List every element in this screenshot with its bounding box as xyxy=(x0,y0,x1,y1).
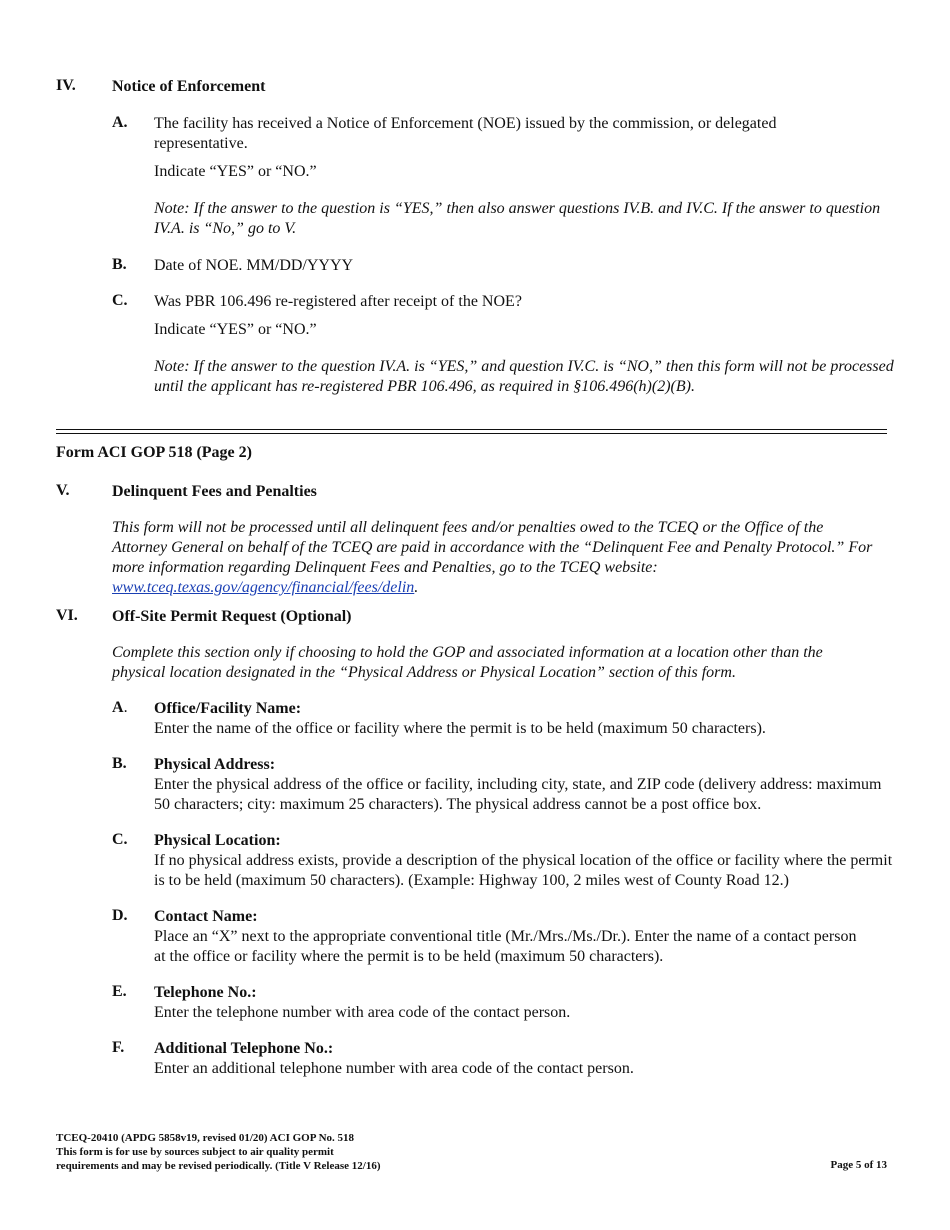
item-title: Office/Facility Name: xyxy=(154,700,302,717)
item-letter-dot: . xyxy=(123,699,128,716)
item-title: Physical Address: xyxy=(154,756,276,773)
section-title: Delinquent Fees and Penalties xyxy=(112,483,317,500)
item-letter: C. xyxy=(112,292,128,309)
item-letter: B. xyxy=(112,755,127,772)
item-text: Enter the telephone number with area code of the contact person. xyxy=(154,1004,571,1021)
item-note: Note: If the answer to the question is “YES,” then also answer questions IV.B. and IV.C. If the answer to question IV.A. is “No,” go to V. xyxy=(154,200,881,237)
item-letter: E. xyxy=(112,983,127,1000)
divider-rule xyxy=(56,433,887,434)
form-page-title: Form ACI GOP 518 (Page 2) xyxy=(56,444,252,461)
item-indicate: Indicate “YES” or “NO.” xyxy=(154,321,317,338)
footer-note-line2: requirements and may be revised periodically. (Title V Release 12/16) xyxy=(56,1160,381,1172)
item-letter: C. xyxy=(112,831,128,848)
item-note: Note: If the answer to the question IV.A. is “YES,” and question IV.C. is “NO,” then this form will not be processed until the applicant has re-registered PBR 106.496, as required in §106.496(h)(2)(B). xyxy=(154,358,894,395)
item-text: Was PBR 106.496 re-registered after receipt of the NOE? xyxy=(154,293,522,310)
item-letter xyxy=(112,699,128,717)
section-number: V. xyxy=(56,482,70,499)
footer-form-id: TCEQ-20410 (APDG 5858v19, revised 01/20) ACI GOP No. 518 xyxy=(56,1132,355,1144)
item-text: Enter the physical address of the office or facility, including city, state, and ZIP code (delivery address: maximum 50 characters; city: maximum 25 characters). The physical address cannot be a post office box. xyxy=(154,776,882,813)
footer-note-line1: This form is for use by sources subject to air quality permit xyxy=(56,1146,334,1158)
item-text: If no physical address exists, provide a description of the physical location of the office or facility where the permit is to be held (maximum 50 characters). (Example: Highway 100, 2 miles west of County Road 12.) xyxy=(154,852,893,889)
item-letter: B. xyxy=(112,256,127,273)
section-text xyxy=(112,518,877,598)
item-title: Physical Location: xyxy=(154,832,281,849)
item-text: The facility has received a Notice of Enforcement (NOE) issued by the commission, or delegated representative. xyxy=(154,115,777,152)
item-title: Additional Telephone No.: xyxy=(154,1040,334,1057)
link-suffix: . xyxy=(414,579,419,596)
item-letter: F. xyxy=(112,1039,125,1056)
section-title: Off-Site Permit Request (Optional) xyxy=(112,608,352,625)
item-letter-char: A xyxy=(112,699,124,716)
item-text: Enter an additional telephone number with area code of the contact person. xyxy=(154,1060,634,1077)
section-intro: Complete this section only if choosing to hold the GOP and associated information at a location other than the physical location designated in the “Physical Address or Physical Location” section of this form. xyxy=(112,644,823,681)
item-letter: D. xyxy=(112,907,128,924)
section-number: VI. xyxy=(56,607,78,624)
section-title: Notice of Enforcement xyxy=(112,78,266,95)
item-indicate: Indicate “YES” or “NO.” xyxy=(154,163,317,180)
divider-rule xyxy=(56,429,887,430)
item-title: Contact Name: xyxy=(154,908,258,925)
item-text: Place an “X” next to the appropriate conventional title (Mr./Mrs./Ms./Dr.). Enter the name of a contact person at the office or facility where the permit is to be held (maximum 50 characters). xyxy=(154,928,857,965)
item-text: Enter the name of the office or facility where the permit is to be held (maximum 50 characters). xyxy=(154,720,766,737)
item-letter: A. xyxy=(112,114,128,131)
item-title: Telephone No.: xyxy=(154,984,257,1001)
section-number: IV. xyxy=(56,77,76,94)
page-number: Page 5 of 13 xyxy=(830,1159,887,1171)
section-text-body: This form will not be processed until all delinquent fees and/or penalties owed to the TCEQ or the Office of the Attorney General on behalf of the TCEQ are paid in accordance with the “Delinquent Fee and Penalty Protocol.” For more information regarding Delinquent Fees and Penalties, go to the TCEQ website: xyxy=(112,519,873,576)
item-text: Date of NOE. MM/DD/YYYY xyxy=(154,257,354,274)
delinquent-fees-link[interactable]: www.tceq.texas.gov/agency/financial/fees/delin xyxy=(112,579,415,596)
